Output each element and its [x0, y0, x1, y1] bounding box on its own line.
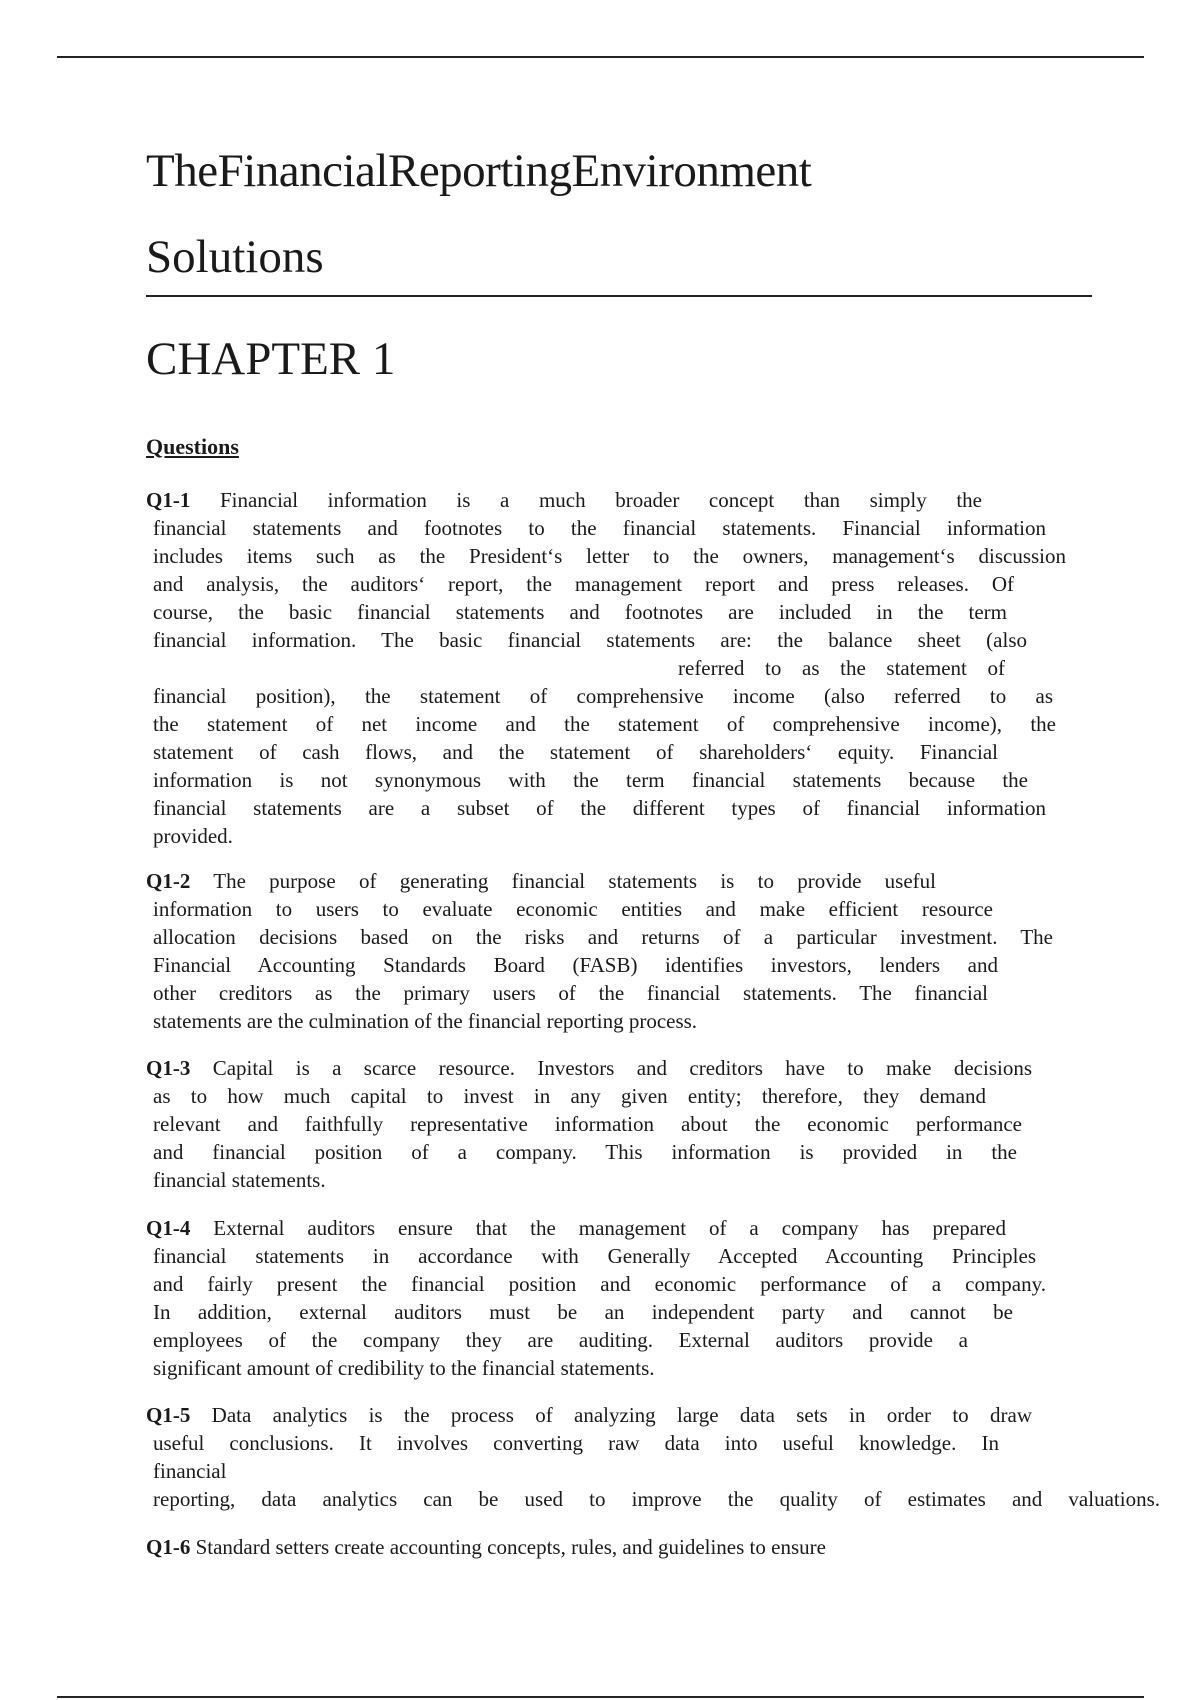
- question-line: the statement of net income and the statement of comprehensive income), the: [153, 712, 1056, 736]
- question-line: employees of the company they are auditing. External auditors provide a: [153, 1328, 968, 1352]
- question-line: Capital is a scarce resource. Investors and creditors have to make decisions: [212, 1056, 1032, 1080]
- question-line: and fairly present the financial position and economic performance of a company.: [153, 1272, 1046, 1296]
- top-rule: [57, 56, 1144, 58]
- question-line: financial: [153, 1459, 227, 1483]
- question-line: information to users to evaluate economic entities and make efficient resource: [153, 897, 993, 921]
- section-heading: Questions: [146, 434, 239, 459]
- bottom-rule: [57, 1696, 1144, 1698]
- question-id: Q1-2: [146, 869, 191, 893]
- question-line: statements are the culmination of the financial reporting process.: [153, 1009, 698, 1033]
- question-line: information is not synonymous with the term financial statements because the: [153, 768, 1028, 792]
- question-id: Q1-5: [146, 1403, 191, 1427]
- question-line: Standard setters create accounting concepts, rules, and guidelines to ensure: [195, 1535, 826, 1559]
- question-line: other creditors as the primary users of the financial statements. The financial: [153, 981, 988, 1005]
- question-line: financial statements are a subset of the different types of financial information: [153, 796, 1046, 820]
- question-q1-6: [146, 1533, 1046, 1561]
- question-id: Q1-3: [146, 1056, 191, 1080]
- question-line: referred to as the statement of: [678, 656, 1005, 680]
- question-q1-3: [146, 1054, 1046, 1194]
- question-id: Q1-4: [146, 1216, 191, 1240]
- question-id: Q1-6: [146, 1535, 191, 1559]
- question-q1-2: [146, 867, 1053, 1035]
- question-line: financial statements.: [153, 1168, 326, 1192]
- question-line: useful conclusions. It involves converting raw data into useful knowledge. In: [153, 1431, 999, 1455]
- question-line: and analysis, the auditors‘ report, the management report and press releases. Of: [153, 572, 1014, 596]
- question-line: includes items such as the President‘s letter to the owners, management‘s discussion: [153, 544, 1066, 568]
- question-line: Financial Accounting Standards Board (FASB) identifies investors, lenders and: [153, 953, 998, 977]
- chapter-heading: CHAPTER 1: [146, 333, 396, 385]
- question-line: allocation decisions based on the risks and returns of a particular investment. The: [153, 925, 1053, 949]
- question-line: Data analytics is the process of analyzing large data sets in order to draw: [211, 1403, 1032, 1427]
- question-line: as to how much capital to invest in any given entity; therefore, they demand: [153, 1084, 986, 1108]
- question-line: financial information. The basic financial statements are: the balance sheet (also: [153, 628, 1027, 652]
- question-line: reporting, data analytics can be used to improve the quality of estimates and valuations.: [153, 1487, 1160, 1511]
- question-line: statement of cash flows, and the statement of shareholders‘ equity. Financial: [153, 740, 998, 764]
- question-id: Q1-1: [146, 488, 191, 512]
- question-line: In addition, external auditors must be an independent party and cannot be: [153, 1300, 1013, 1324]
- question-line: relevant and faithfully representative information about the economic performance: [153, 1112, 1022, 1136]
- question-line: Financial information is a much broader concept than simply the: [219, 488, 983, 512]
- question-line: The purpose of generating financial statements is to provide useful: [213, 869, 937, 893]
- question-line: External auditors ensure that the management of a company has prepared: [213, 1216, 1006, 1240]
- question-line: financial statements in accordance with Generally Accepted Accounting Principles: [153, 1244, 1036, 1268]
- document-subtitle: Solutions: [146, 231, 324, 283]
- question-q1-4: [146, 1214, 1046, 1382]
- question-line: course, the basic financial statements and footnotes are included in the term: [153, 600, 1007, 624]
- title-rule: [146, 295, 1092, 297]
- question-line: significant amount of credibility to the financial statements.: [153, 1356, 655, 1380]
- question-q1-5: [146, 1401, 1160, 1513]
- question-line: and financial position of a company. This information is provided in the: [153, 1140, 1017, 1164]
- question-line: provided.: [153, 824, 233, 848]
- document-title: TheFinancialReportingEnvironment: [146, 145, 812, 197]
- question-q1-1: [146, 486, 1066, 850]
- question-line: financial statements and footnotes to the financial statements. Financial information: [153, 516, 1046, 540]
- question-line: financial position), the statement of comprehensive income (also referred to as: [153, 684, 1053, 708]
